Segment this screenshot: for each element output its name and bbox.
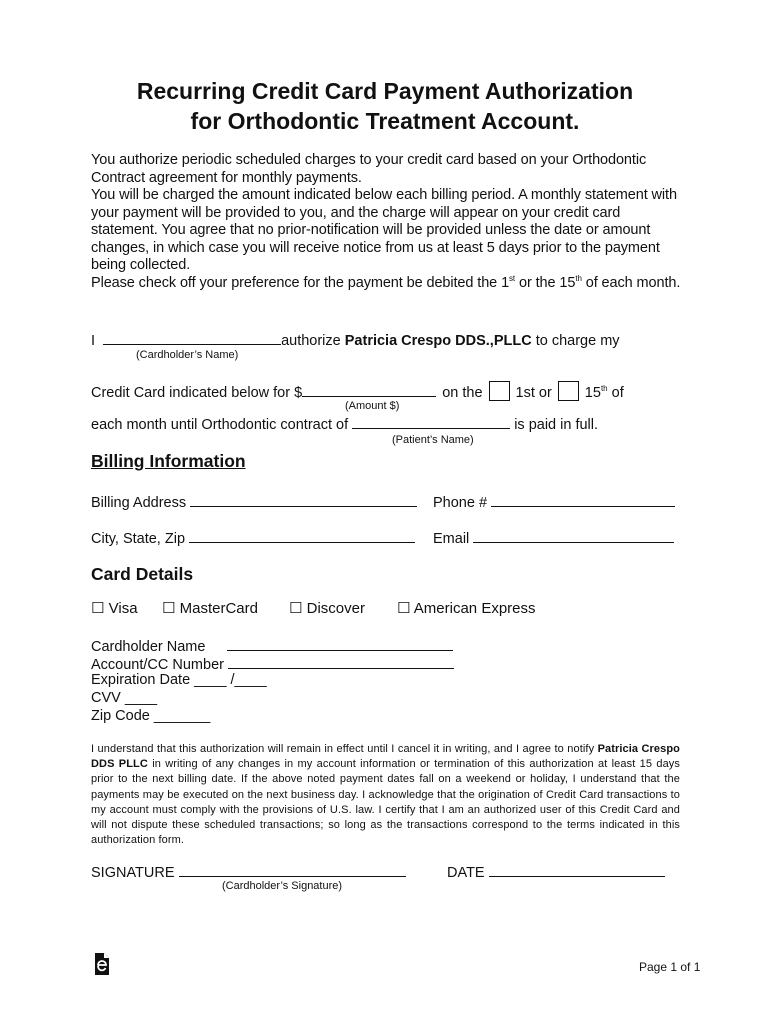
zip-row[interactable]: Zip Code _______ <box>91 708 211 724</box>
intro-paragraph-3: Please check off your preference for the payment be debited the 1st or the 15th of each month. <box>91 273 681 291</box>
billing-address-field[interactable] <box>190 492 417 507</box>
legal-company-name: Patricia Crespo DDS PLLC <box>91 743 680 771</box>
authorization-line: I authorize Patricia Crespo DDS.,PLLC to charge my <box>91 330 620 349</box>
title-line-1: Recurring Credit Card Payment Authorization <box>136 78 634 104</box>
company-name: Patricia Crespo DDS.,PLLC <box>344 333 532 349</box>
patient-caption: (Patient’s Name) <box>392 434 474 446</box>
card-type-amex[interactable]: ☐ American Express <box>397 600 536 617</box>
checkbox-icon[interactable]: ☐ <box>162 600 176 617</box>
account-number-field[interactable] <box>228 654 454 669</box>
checkbox-icon[interactable]: ☐ <box>397 600 411 617</box>
first-checkbox[interactable] <box>489 381 510 401</box>
cardholder-name-field[interactable] <box>103 330 281 345</box>
patient-name-field[interactable] <box>352 414 510 429</box>
title-line-2: for Orthodontic Treatment Account. <box>190 108 580 134</box>
cvv-row[interactable]: CVV ____ <box>91 690 158 706</box>
intro-paragraph-1: You authorize periodic scheduled charges to your credit card based on your Orthodontic Contract agreement for monthly payments. <box>91 152 647 186</box>
card-type-visa[interactable]: ☐ Visa <box>91 600 138 617</box>
account-number-row: Account/CC Number <box>91 654 454 673</box>
checkbox-icon[interactable]: ☐ <box>289 600 303 617</box>
card-details-heading: Card Details <box>91 564 194 584</box>
cardholder-name-row: Cardholder Name <box>91 636 453 655</box>
intro-paragraph-2: You will be charged the amount indicated below each billing period. A monthly statement with your payment will be provided to you, and the charge will appear on your credit card statement. You agree that no prior-notification will be provided unless the date or amount changes, in which case you will receive notice from us at least 5 days prior to the payment being collected. <box>91 187 677 273</box>
amount-caption: (Amount $) <box>345 400 400 412</box>
email-row: Email <box>433 528 674 547</box>
phone-row: Phone # <box>433 492 675 511</box>
date-row: DATE <box>447 862 665 881</box>
city-state-zip-field[interactable] <box>189 528 415 543</box>
amount-field[interactable] <box>302 382 436 397</box>
eforms-logo-icon <box>93 951 111 977</box>
billing-address-row: Billing Address <box>91 492 417 511</box>
checkbox-icon[interactable]: ☐ <box>91 600 105 617</box>
date-field[interactable] <box>489 862 665 877</box>
signature-row: SIGNATURE <box>91 862 406 881</box>
page-number: Page 1 of 1 <box>639 960 701 974</box>
fifteenth-checkbox[interactable] <box>558 381 579 401</box>
contract-line: each month until Orthodontic contract of is paid in full. <box>91 414 598 433</box>
cardholder-caption: (Cardholder’s Name) <box>136 349 239 361</box>
card-type-mastercard[interactable]: ☐ MasterCard <box>162 600 258 617</box>
card-type-discover[interactable]: ☐ Discover <box>289 600 365 617</box>
signature-field[interactable] <box>179 862 406 877</box>
city-row: City, State, Zip <box>91 528 415 547</box>
amount-line: Credit Card indicated below for $ on the 1st or 15th of <box>91 381 624 401</box>
email-field[interactable] <box>473 528 674 543</box>
intro-text <box>91 152 681 292</box>
legal-text: I understand that this authorization will remain in effect until I cancel it in writing, and I agree to notify Patricia Crespo DDS PLLC in writing of any changes in my account information or termination of this authorization at least 15 days prior to the next billing date. If the above noted payment dates fall on a weekend or holiday, I understand that the payments may be executed on the next business day. I acknowledge that the origination of Credit Card transactions to my account must comply with the provisions of U.S. law. I certify that I am an authorized user of this Credit Card and will not dispute these scheduled transactions; so long as the transactions correspond to the terms indicated in this authorization form. <box>91 743 680 847</box>
billing-heading: Billing Information <box>91 451 246 471</box>
signature-caption: (Cardholder’s Signature) <box>222 880 343 892</box>
expiration-row[interactable]: Expiration Date ____ /____ <box>91 672 267 688</box>
card-holder-field[interactable] <box>227 636 453 651</box>
phone-field[interactable] <box>491 492 675 507</box>
